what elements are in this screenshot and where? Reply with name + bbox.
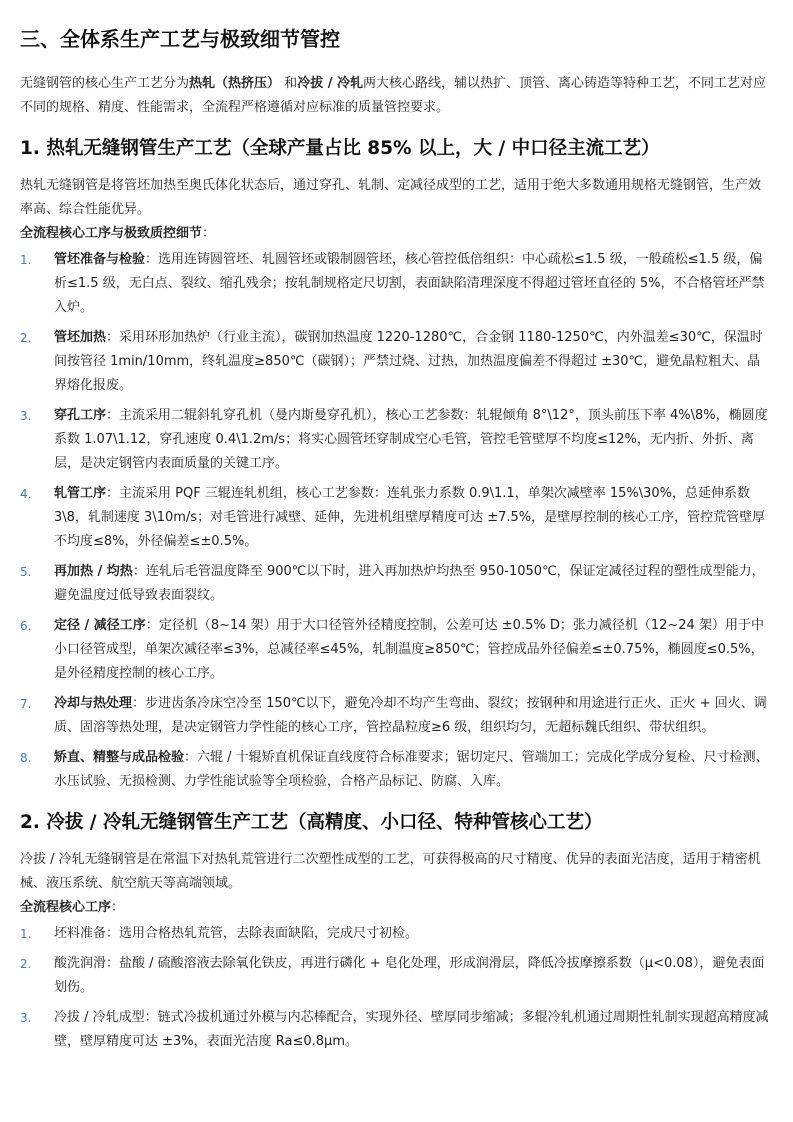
step-title: 再加热 / 均热 [54,564,133,579]
list-number: 3. [20,409,32,423]
list-number: 6. [20,619,32,633]
intro-text-1: 无缝钢管的核心生产工艺分为 [20,76,190,91]
step-text: ：主流采用 PQF 三辊连轧机组，核心工艺参数：连轧张力系数 0.9\1.1，单架次减壁率 15%\30%，总延伸系数 3\8，轧制速度 3\10m/s；对毛管进行减壁、延伸，先进机组壁厚精度可达 ±7.5%，是壁厚控制的核心工序，管控荒管壁厚不均度≤8%，外径偏差≤±0.5%。 [54,486,766,549]
list-item [20,746,773,794]
list-item [20,326,773,398]
intro-text-2: 和 [284,76,298,91]
step-title: 定径 / 减径工序 [54,618,146,633]
list-item [20,614,773,686]
step-text: ：采用环形加热炉（行业主流），碳钢加热温度 1220-1280℃，合金钢 1180-1250℃，内外温差≤30℃，保温时间按管径 1min/10mm，终轧温度≥850℃（碳钢）；严禁过烧、过热，加热温度偏差不得超过 ±30℃，避免晶粒粗大、晶界熔化报废。 [54,330,763,393]
list-item [20,922,773,946]
cold-drawing-heading: 2. 冷拔 / 冷轧无缝钢管生产工艺（高精度、小口径、特种管核心工艺） [20,812,603,833]
list-number: 4. [20,487,32,501]
list-number: 2. [20,957,32,971]
cold-process-label: 全流程核心工序： [20,900,125,915]
step-title: 矫直、精整与成品检验 [54,750,185,765]
step-text: 酸洗润滑：盐酸 / 硫酸溶液去除氧化铁皮，再进行磷化 + 皂化处理，形成润滑层，降低冷拔摩擦系数（μ<0.08），避免表面划伤。 [54,956,765,995]
list-number: 7. [20,697,32,711]
step-text: ：主流采用二辊斜轧穿孔机（曼内斯曼穿孔机），核心工艺参数：轧辊倾角 8°\12°，顶头前压下率 4%\8%，椭圆度系数 1.07\1.12，穿孔速度 0.4\1.2m/s；将实心圆管坯穿制成空心毛管，管控毛管壁厚不均度≤12%，无内折、外折、离层，是决定钢管内表面质量的关键工序。 [54,408,768,471]
list-item [20,248,773,320]
list-number: 1. [20,927,32,941]
intro-paragraph [20,72,773,120]
step-text: 坯料准备：选用合格热轧荒管，去除表面缺陷，完成尺寸初检。 [54,926,419,941]
list-number: 2. [20,331,32,345]
list-number: 5. [20,565,32,579]
intro-text-3: 两大核心路线，辅以热扩、顶管、离心铸造等特种工艺，不同工艺对应不同的规格、精度、性能需求，全流程严格遵循对应标准的质量管控要求。 [20,76,767,115]
step-text: 冷拔 / 冷轧成型：链式冷拔机通过外模与内芯棒配合，实现外径、壁厚同步缩减；多辊冷轧机通过周期性轧制实现超高精度减壁，壁厚精度可达 ±3%，表面光洁度 Ra≤0.8μm。 [54,1010,769,1049]
hot-process-label: 全流程核心工序与极致质控细节： [20,226,216,241]
hot-rolling-description: 热轧无缝钢管是将管坯加热至奥氏体化状态后，通过穿孔、轧制、定减径成型的工艺，适用于绝大多数通用规格无缝钢管，生产效率高、综合性能优异。 [20,178,762,217]
list-item [20,560,773,608]
list-number: 8. [20,751,32,765]
step-title: 管坯加热 [54,330,107,345]
cold-process-list [20,922,773,1054]
intro-bold-cold-drawing: 冷拔 / 冷轧 [297,76,363,91]
list-item [20,482,773,554]
step-title: 轧管工序 [54,486,107,501]
step-text: ：连轧后毛管温度降至 900℃以下时，进入再加热炉均热至 950-1050℃，保证定减径过程的塑性成型能力，避免温度过低导致表面裂纹。 [54,564,765,603]
cold-drawing-description: 冷拔 / 冷轧无缝钢管是在常温下对热轧荒管进行二次塑性成型的工艺，可获得极高的尺寸精度、优异的表面光洁度，适用于精密机械、液压系统、航空航天等高端领域。 [20,852,761,891]
step-title: 冷却与热处理 [54,696,133,711]
step-title: 管坯准备与检验 [54,252,146,267]
list-item [20,1006,773,1054]
hot-rolling-heading: 1. 热轧无缝钢管生产工艺（全球产量占比 85% 以上，大 / 中口径主流工艺） [20,138,660,159]
step-text: ：选用连铸圆管坯、轧圆管坯或锻制圆管坯，核心管控低倍组织：中心疏松≤1.5 级，一般疏松≤1.5 级，偏析≤1.5 级，无白点、裂纹、缩孔残余；按轧制规格定尺切割，表面缺陷清理深度不得超过管坯直径的 5%，不合格管坯严禁入炉。 [54,252,765,315]
list-item [20,952,773,1000]
step-text: ：定径机（8~14 架）用于大口径管外径精度控制，公差可达 ±0.5% D；张力减径机（12~24 架）用于中小口径管成型，单架次减径率≤3%，总减径率≤45%，轧制温度≥850℃；管控成品外径偏差≤±0.75%，椭圆度≤0.5%，是外径精度控制的核心工序。 [54,618,764,681]
step-text: ：六辊 / 十辊矫直机保证直线度符合标准要求；锯切定尺、管端加工；完成化学成分复检、尺寸检测、水压试验、无损检测、力学性能试验等全项检验，合格产品标记、防腐、入库。 [54,750,769,789]
step-title: 穿孔工序 [54,408,107,423]
hot-process-list [20,248,773,794]
list-item [20,404,773,476]
list-number: 3. [20,1011,32,1025]
list-item [20,692,773,740]
step-text: ：步进齿条冷床空冷至 150℃以下，避免冷却不均产生弯曲、裂纹；按钢种和用途进行正火、正火 + 回火、调质、固溶等热处理，是决定钢管力学性能的核心工序，管控晶粒度≥6 级，组织均匀，无超标魏氏组织、带状组织。 [54,696,767,735]
list-number: 1. [20,253,32,267]
section-heading: 三、全体系生产工艺与极致细节管控 [20,27,340,51]
intro-bold-hot-rolling: 热轧（热挤压） [189,76,281,91]
